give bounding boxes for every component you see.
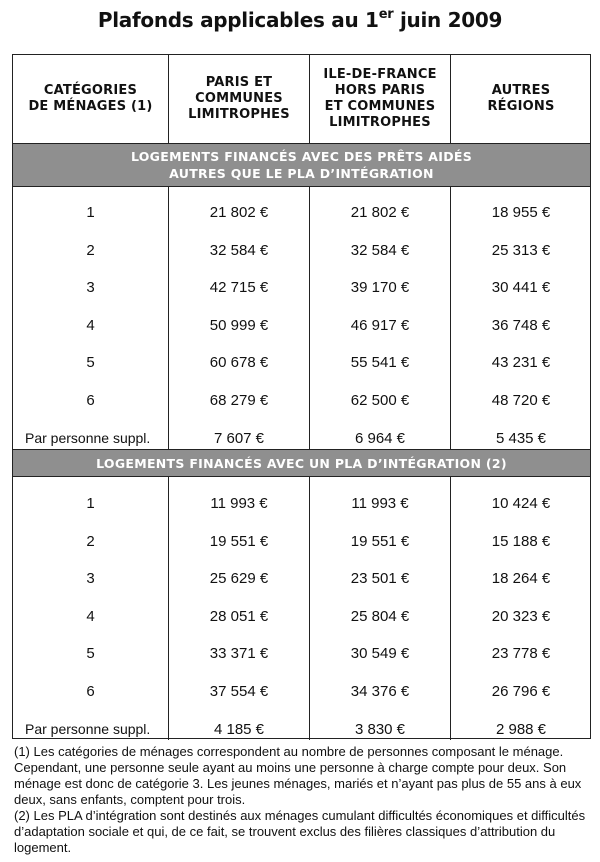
amount-cell-idf: 23 501 € [350,570,410,588]
amount-cell-idf: 32 584 € [350,241,410,259]
table-row [13,382,590,419]
category-cell: Par personne suppl. [25,430,151,447]
amount-cell-idf: 39 170 € [350,279,410,297]
amount-cell-paris: 7 607 € [213,429,265,447]
amount-cell-paris: 21 802 € [209,204,269,221]
amount-cell-idf: 46 917 € [350,316,410,334]
amount-cell-autres: 43 231 € [491,354,551,372]
category-cell: Par personne suppl. [25,721,151,738]
amount-cell-autres: 36 748 € [491,316,551,334]
amount-cell-idf: 62 500 € [350,392,410,409]
amount-cell-autres: 23 778 € [491,645,551,663]
category-cell: 1 [86,204,95,221]
amount-cell-idf: 6 964 € [354,429,406,447]
category-cell: 6 [86,683,95,700]
category-cell: 5 [86,645,95,663]
amount-cell-idf: 3 830 € [354,720,406,738]
amount-cell-autres: 10 424 € [491,495,551,512]
title-main: Plafonds applicables au 1 [97,8,379,32]
page-title [0,8,600,32]
amount-cell-paris: 42 715 € [209,279,269,297]
title-end: juin 2009 [393,8,503,32]
section-header-prets-aides: LOGEMENTS FINANCÉS AVEC DES PRÊTS AIDÉS AUTRES QUE LE PLA D’INTÉGRATION [13,143,590,187]
amount-cell-paris: 11 993 € [210,495,268,512]
amount-cell-idf: 11 993 € [351,495,409,512]
table-row [13,673,590,710]
table-row [13,485,590,522]
category-cell: 1 [86,495,95,512]
amount-cell-idf: 34 376 € [350,683,410,700]
amount-cell-paris: 37 554 € [209,683,269,700]
amount-cell-idf: 25 804 € [350,607,410,625]
amount-cell-paris: 50 999 € [209,316,269,334]
column-header-categories: CATÉGORIES DE MÉNAGES (1) [28,83,153,114]
amount-cell-autres: 26 796 € [491,683,551,700]
amount-cell-autres: 2 988 € [495,720,547,738]
amount-cell-paris: 33 371 € [209,645,269,663]
category-cell: 4 [86,607,95,625]
column-header-autres-regions: AUTRES RÉGIONS [487,83,555,114]
amount-cell-autres: 5 435 € [495,429,547,447]
column-header-paris: PARIS ET COMMUNES LIMITROPHES [188,75,290,122]
table-row [13,635,590,672]
table-row [13,598,590,635]
title-superscript: er [378,7,394,22]
table-row [13,523,590,560]
footnote-1: (1) Les catégories de ménages correspondent au nombre de personnes composant le ménage. Cependant, une personne seule ayant au moins une personne à charge compte pour deux. Son ménage est donc de catégorie 3. Les jeunes ménages, mariés et n’ayant pas plus de 55 ans à eux deux, sans enfants, comptent pour trois. [14,744,582,807]
amount-cell-idf: 21 802 € [350,204,410,221]
column-header-ile-de-france: ILE-DE-FRANCE HORS PARIS ET COMMUNES LIMITROPHES [323,67,437,130]
table-row [13,560,590,597]
amount-cell-autres: 18 955 € [491,204,551,221]
amount-cell-autres: 48 720 € [491,392,551,409]
category-cell: 4 [86,316,95,334]
footnotes [14,744,594,856]
table-row [13,344,590,381]
amount-cell-paris: 68 279 € [209,392,269,409]
table-row [13,269,590,306]
amount-cell-autres: 25 313 € [491,241,551,259]
amount-cell-idf: 55 541 € [350,354,410,372]
amount-cell-autres: 20 323 € [491,607,551,625]
amount-cell-autres: 30 441 € [491,279,551,297]
amount-cell-paris: 60 678 € [209,354,269,372]
amount-cell-paris: 28 051 € [209,607,269,625]
category-cell: 6 [86,392,95,409]
amount-cell-paris: 25 629 € [209,570,269,588]
table-row [13,711,590,748]
category-cell: 3 [86,279,95,297]
category-cell: 5 [86,354,95,372]
category-cell: 2 [86,241,95,259]
table-row [13,194,590,231]
amount-cell-paris: 4 185 € [213,720,265,738]
table-row [13,307,590,344]
category-cell: 2 [86,532,95,550]
amount-cell-idf: 30 549 € [350,645,410,663]
footnote-2: (2) Les PLA d’intégration sont destinés aux ménages cumulant difficultés économiques et difficultés d’adaptation sociale et qui, de ce fait, se trouvent exclus des filières classiques d’attribution du logement. [14,808,586,855]
section-header-pla-integration: LOGEMENTS FINANCÉS AVEC UN PLA D’INTÉGRATION (2) [13,449,590,477]
amount-cell-autres: 15 188 € [491,532,551,550]
amount-cell-autres: 18 264 € [491,570,551,588]
category-cell: 3 [86,570,95,588]
ceilings-table [12,54,591,739]
table-row [13,232,590,269]
amount-cell-idf: 19 551 € [350,532,410,550]
amount-cell-paris: 19 551 € [209,532,269,550]
amount-cell-paris: 32 584 € [209,241,269,259]
